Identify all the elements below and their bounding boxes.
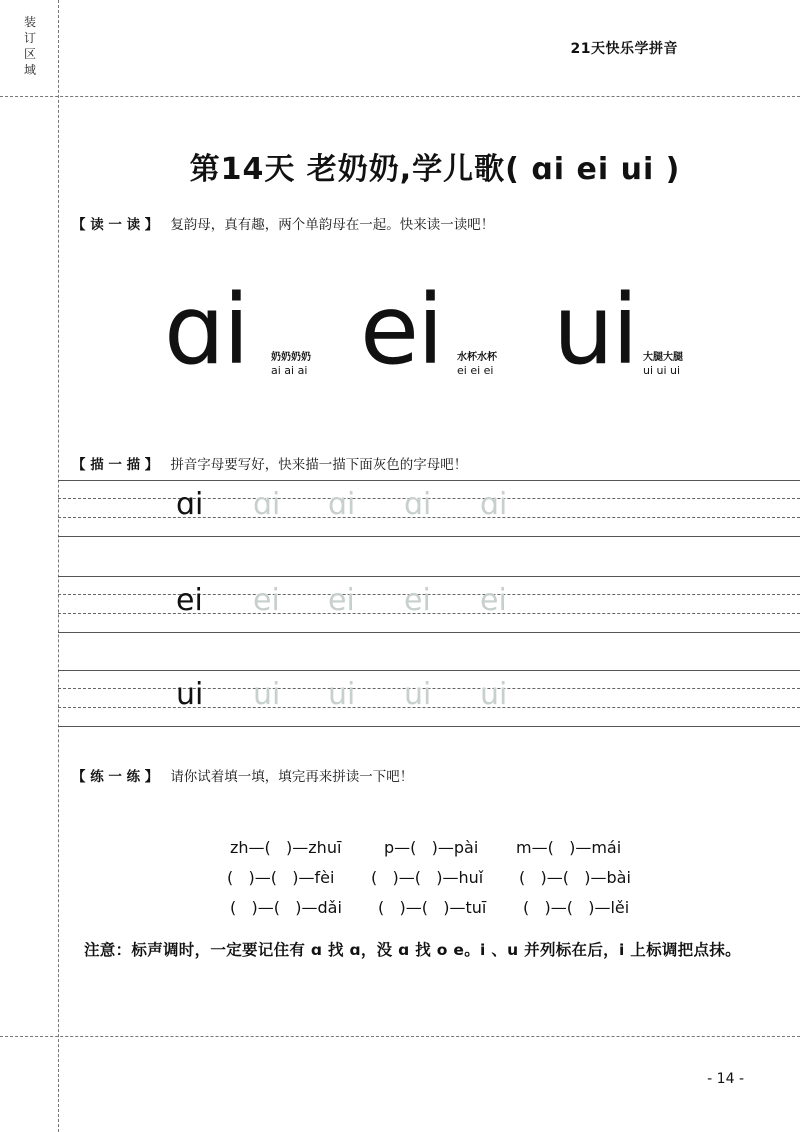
- read-section-label: 【 读 一 读 】: [72, 217, 159, 233]
- trace-gray-ai: ɑi: [404, 487, 432, 522]
- trace-gray-ei: ei: [404, 583, 431, 618]
- trace-gray-ui: ui: [328, 677, 356, 712]
- trace-gray-ei: ei: [480, 583, 507, 618]
- final-letter-ai: ɑi: [164, 274, 248, 386]
- trace-model-ai: ɑi: [176, 487, 204, 522]
- trace-section-text: 拼音字母要写好，快来描一描下面灰色的字母吧！: [170, 457, 468, 473]
- exercise-item: ( )—( )—fèi: [227, 868, 335, 887]
- final-caption-ei: 水杯水杯: [457, 352, 497, 363]
- exercise-item: ( )—( )—huǐ: [371, 868, 484, 887]
- exercise-item: ( )—( )—bài: [519, 868, 631, 887]
- trace-gray-ui: ui: [253, 677, 281, 712]
- trace-gray-ui: ui: [404, 677, 432, 712]
- binding-area-label: [22, 14, 38, 78]
- tone-marking-note: 注意：标声调时，一定要记住有 ɑ 找 ɑ，没 ɑ 找 o e。i 、u 并列标在后，i 上标调把点抹。: [84, 941, 741, 959]
- final-caption-ui: 大腿大腿: [643, 352, 683, 363]
- exercise-item: p—( )—pài: [384, 838, 479, 857]
- page-title: 第14天 老奶奶,学儿歌( ɑi ei ui ): [189, 152, 681, 187]
- trace-gray-ui: ui: [480, 677, 508, 712]
- read-section-heading: [72, 213, 494, 233]
- final-letter-ei: ei: [360, 274, 442, 386]
- footer-divider: [0, 1036, 800, 1037]
- practice-section-heading: [72, 765, 413, 785]
- grid-line: [58, 536, 800, 537]
- trace-gray-ai: ɑi: [328, 487, 356, 522]
- trace-model-ui: ui: [176, 677, 204, 712]
- grid-line: [58, 576, 800, 577]
- book-title: 21天快乐学拼音: [570, 41, 678, 57]
- header-divider: [0, 96, 800, 97]
- exercise-item: ( )—( )—dǎi: [230, 898, 342, 917]
- final-pinyin-ei: ei ei ei: [457, 364, 494, 377]
- grid-line: [58, 632, 800, 633]
- binding-char: 装: [23, 15, 36, 29]
- page-number: - 14 -: [707, 1071, 744, 1087]
- trace-gray-ei: ei: [253, 583, 280, 618]
- exercise-item: m—( )—mái: [516, 838, 622, 857]
- trace-gray-ai: ɑi: [480, 487, 508, 522]
- grid-line: [58, 480, 800, 481]
- read-section-text: 复韵母，真有趣，两个单韵母在一起。快来读一读吧！: [170, 217, 495, 233]
- trace-gray-ei: ei: [328, 583, 355, 618]
- exercise-item: zh—( )—zhuī: [230, 838, 342, 857]
- practice-section-text: 请你试着填一填，填完再来拼读一下吧！: [170, 769, 414, 785]
- trace-section-label: 【 描 一 描 】: [72, 457, 159, 473]
- grid-line: [58, 726, 800, 727]
- final-pinyin-ai: ai ai ai: [271, 364, 308, 377]
- binding-char: 区: [23, 47, 36, 61]
- final-pinyin-ui: ui ui ui: [643, 364, 681, 377]
- trace-model-ei: ei: [176, 583, 203, 618]
- exercise-item: ( )—( )—lěi: [523, 898, 630, 917]
- grid-line: [58, 670, 800, 671]
- practice-section-label: 【 练 一 练 】: [72, 769, 159, 785]
- binding-char: 域: [23, 63, 36, 77]
- trace-gray-ai: ɑi: [253, 487, 281, 522]
- trace-section-heading: [72, 453, 467, 473]
- exercise-item: ( )—( )—tuī: [378, 898, 487, 917]
- final-letter-ui: ui: [553, 274, 637, 386]
- final-caption-ai: 奶奶奶奶: [271, 352, 311, 363]
- binding-char: 订: [23, 31, 36, 45]
